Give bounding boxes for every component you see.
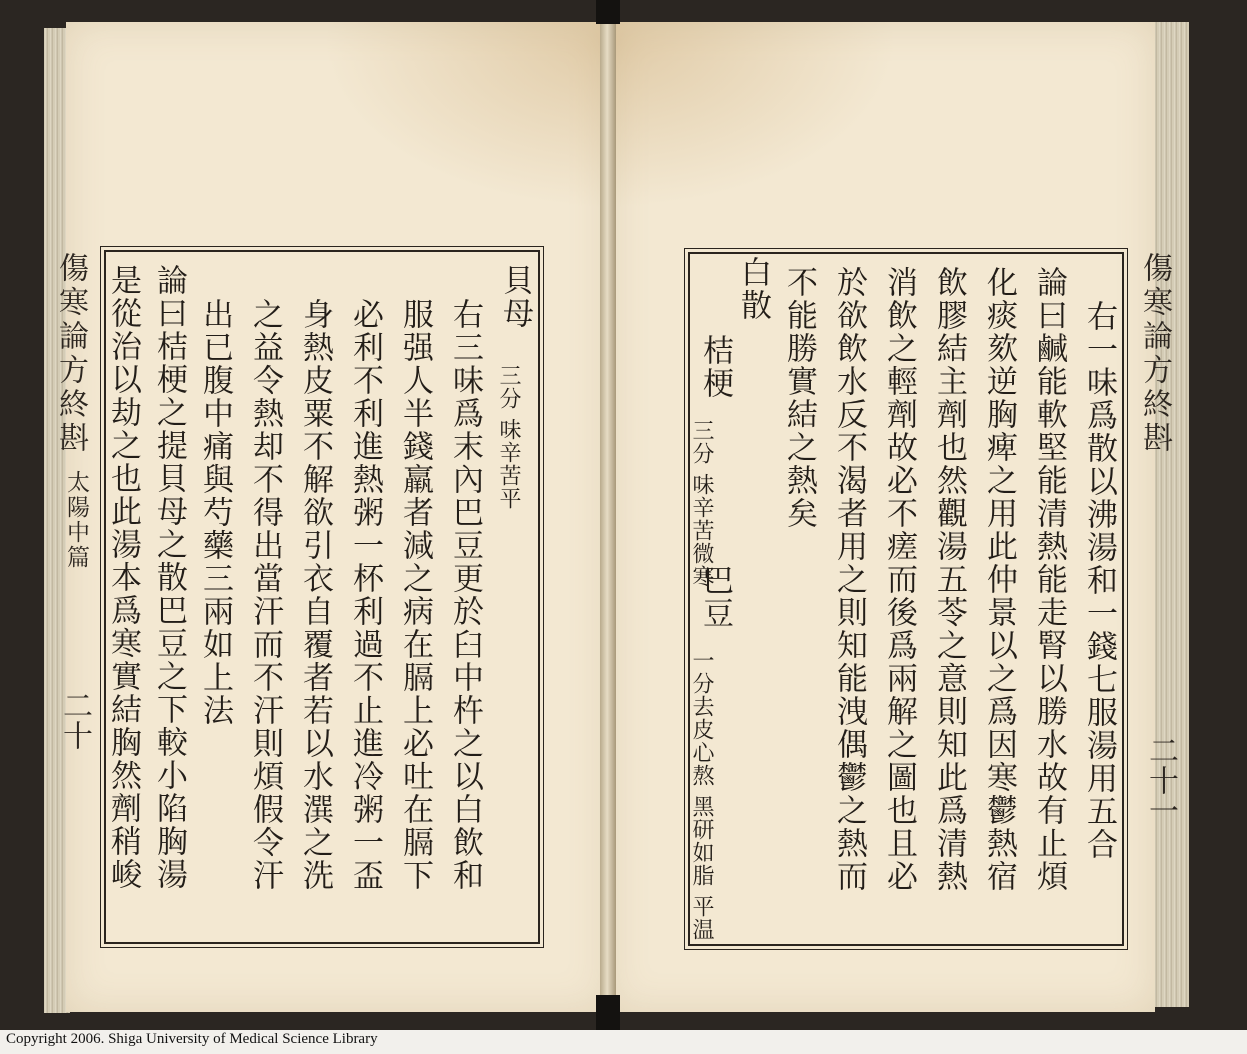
right-margin-folio: 二十一: [1143, 735, 1178, 825]
ingredient-annotation: 三分 味辛苦微寒: [689, 419, 714, 588]
text-column: 論曰鹹能軟堅能清熱能走腎以勝水故有止煩: [1031, 266, 1067, 893]
left-margin-section: 太陽中篇: [63, 470, 89, 570]
annotation-column: 三分 味辛苦平: [496, 364, 521, 510]
text-column: 不能勝實結之熱矣: [781, 266, 817, 530]
text-column: 貝母: [497, 264, 533, 330]
text-column: 身熱皮粟不解欲引衣自覆者若以水潠之洗: [297, 298, 333, 892]
text-column: 右三味爲末內巴豆更於臼中杵之以白飲和: [447, 298, 483, 892]
section-heading: 白散: [735, 256, 771, 322]
text-column: 於欲飲水反不渴者用之則知能洩偶鬱之熱而: [831, 266, 867, 893]
book-spine: [600, 0, 616, 1030]
text-column: 右一味爲散以沸湯和一錢七服湯用五合: [1081, 300, 1117, 861]
spine-binding-bottom: [596, 995, 620, 1030]
text-column: 是從治以劫之也此湯本爲寒實結胸然劑稍峻: [105, 264, 141, 891]
text-column: 化痰欬逆胸痺之用此仲景以之爲因寒鬱熱宿: [981, 266, 1017, 893]
ingredient-name: 巴豆: [697, 564, 733, 630]
text-column: 之益令熱却不得出當汗而不汗則煩假令汗: [247, 298, 283, 892]
left-margin-folio: 二十: [57, 690, 92, 750]
text-column: 必利不利進熱粥一杯利過不止進冷粥一盃: [347, 298, 383, 892]
text-column: 消飲之輕劑故必不瘥而後爲兩解之圖也且必: [881, 266, 917, 893]
text-column: 飲膠結主劑也然觀湯五苓之意則知此爲清熱: [931, 266, 967, 893]
spine-binding-top: [596, 0, 620, 24]
ingredient-name: 桔梗: [697, 334, 733, 400]
right-text-frame: [688, 252, 1124, 946]
left-text-frame: [104, 250, 540, 944]
text-column: 論曰桔梗之提貝母之散巴豆之下較小陷胸湯: [151, 264, 187, 891]
page-edges-right: [1153, 22, 1189, 1007]
copyright-notice: Copyright 2006. Shiga University of Medical Science Library: [6, 1031, 378, 1047]
right-margin-title: 傷寒論方終斟: [1137, 252, 1172, 456]
left-margin-title: 傷寒論方終斟: [53, 252, 88, 456]
text-column: 服强人半錢羸者減之病在膈上必吐在膈下: [397, 298, 433, 892]
ingredient-annotation: 一分去皮心熬 黑研如脂 平温: [689, 649, 714, 941]
text-column: 出已腹中痛與芍藥三兩如上法: [197, 298, 233, 727]
